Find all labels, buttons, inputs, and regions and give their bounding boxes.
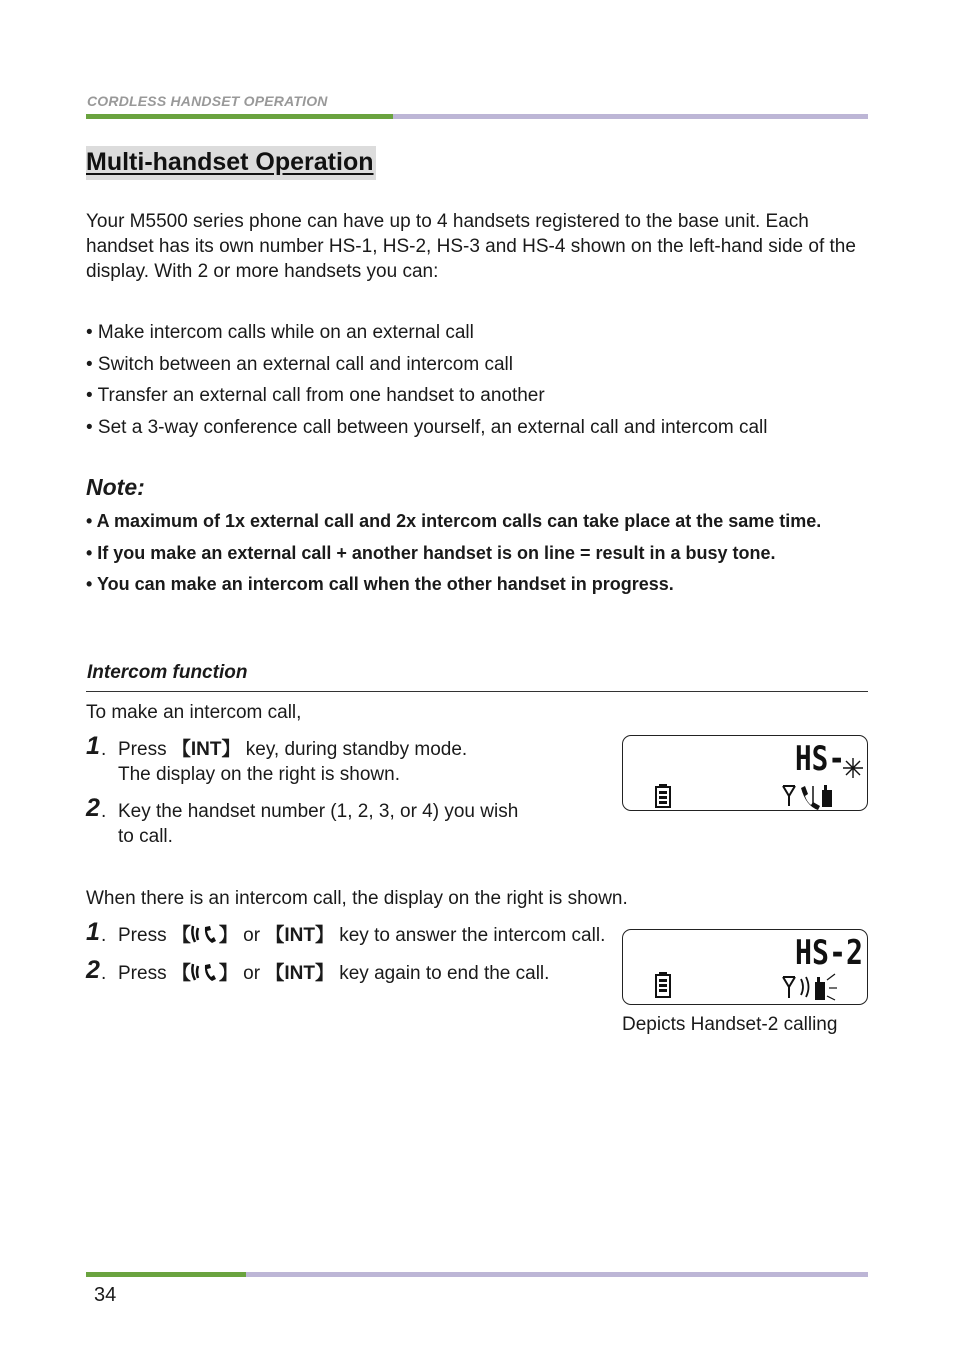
signal-waves-icon [801, 977, 809, 997]
antenna-icon [783, 977, 795, 998]
talk-key-icon: 【 】 [171, 925, 238, 946]
list-item: • Set a 3-way conference call between yourself, an external call and intercom call [86, 416, 768, 438]
ringing-handset-icon [815, 974, 837, 1000]
page-title: Multi-handset Operation [86, 146, 376, 180]
step-number: 1 [86, 918, 100, 946]
lcd-text: HS-2 [795, 933, 863, 973]
note-item: • If you make an external call + another handset is on line = result in a busy tone. [86, 542, 776, 563]
lcd-text: HS- [795, 739, 845, 779]
int-key-label: 【INT】 [265, 963, 334, 984]
lcd-caption: Depicts Handset-2 calling [622, 1014, 838, 1035]
handset-icon [801, 785, 832, 810]
heading-rule [86, 691, 868, 692]
note-item: • A maximum of 1x external call and 2x intercom calls can take place at the same time. [86, 511, 822, 531]
incoming-intro: When there is an intercom call, the display on the right is shown. [86, 888, 628, 909]
blink-star-icon [843, 758, 863, 778]
intro-paragraph: Your M5500 series phone can have up to 4 handsets registered to the base unit. Each handset has its own number HS-1, HS-2, HS-3 and HS-4 shown on the left-hand side of the display. With 2 or more handsets you can: [86, 211, 856, 282]
page-number: 34 [94, 1284, 117, 1306]
battery-icon [656, 972, 670, 997]
lcd-graphic [623, 736, 867, 810]
note-list [86, 509, 886, 604]
note-item: • You can make an intercom call when the other handset in progress. [86, 574, 674, 594]
int-key-label: 【INT】 [171, 739, 241, 760]
lcd-display-standby [622, 735, 868, 811]
header-bar-purple [393, 114, 868, 119]
footer-bar-purple [246, 1272, 868, 1277]
footer-bar-green [86, 1272, 246, 1277]
antenna-icon [783, 786, 795, 806]
intercom-intro: To make an intercom call, [86, 702, 302, 723]
lcd-display-incoming [622, 929, 868, 1005]
intercom-heading: Intercom function [87, 662, 248, 683]
header-bar-green [86, 114, 393, 119]
list-item: • Make intercom calls while on an external call [86, 322, 474, 343]
step-number: 2 [86, 794, 100, 822]
talk-key-icon: 【 】 [171, 963, 238, 984]
step-number: 1 [86, 732, 100, 760]
step-number: 2 [86, 956, 100, 984]
lcd-graphic [623, 930, 867, 1004]
list-item: • Transfer an external call from one handset to another [86, 385, 545, 406]
feature-list [86, 320, 876, 446]
note-heading: Note: [86, 474, 145, 500]
section-label: CORDLESS HANDSET OPERATION [87, 93, 328, 109]
int-key-label: 【INT】 [265, 925, 334, 946]
list-item: • Switch between an external call and intercom call [86, 353, 513, 375]
battery-icon [656, 784, 670, 807]
